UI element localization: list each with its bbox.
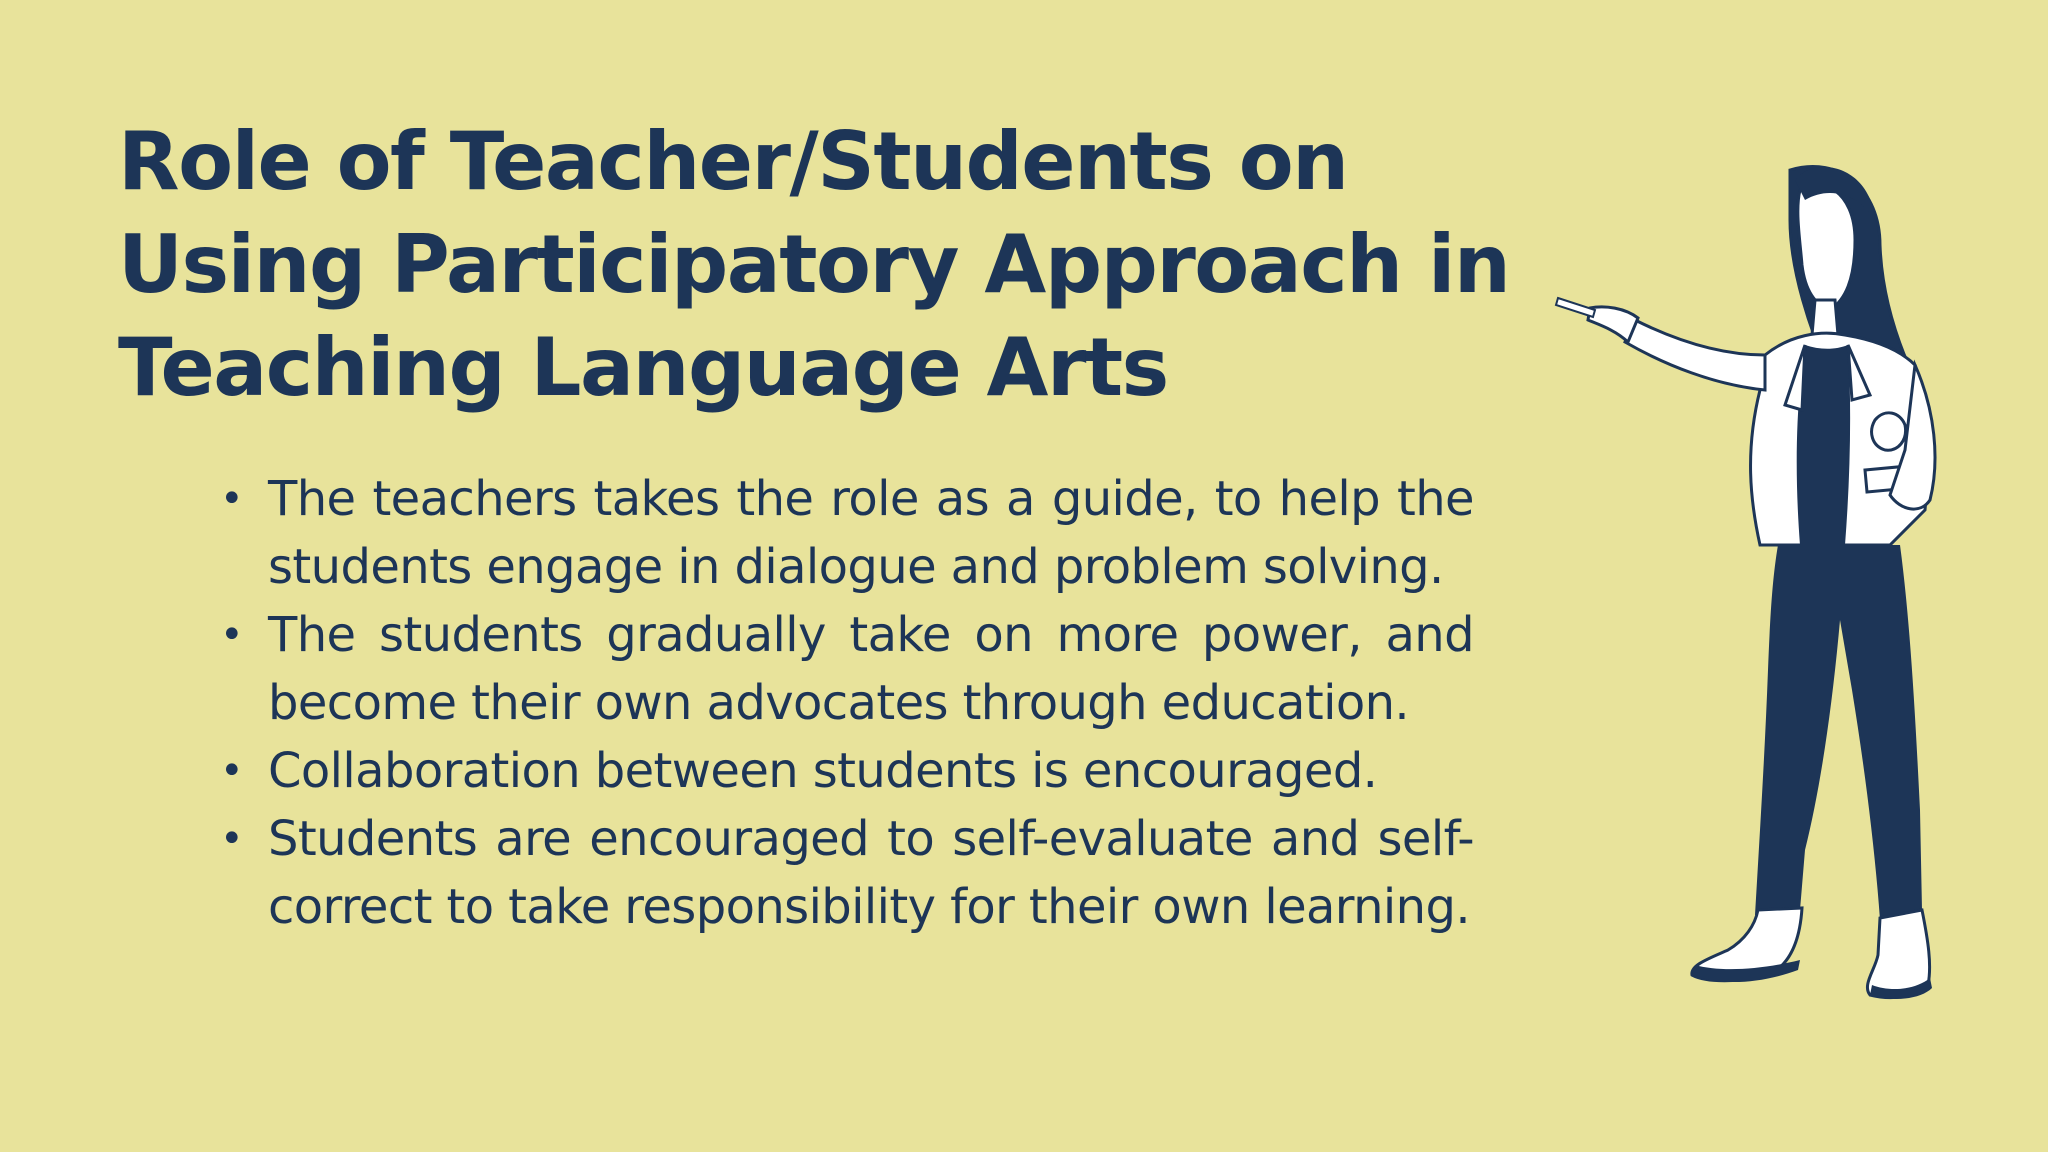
slide-title: Role of Teacher/Students on Using Participatory Approach in Teaching Language Arts (118, 115, 1510, 414)
bullet-icon: • (220, 612, 243, 658)
bullet-text: The teachers takes the role as a guide, to help the students engage in dialogue and problem solving. (268, 471, 1474, 595)
list-item (220, 601, 1474, 737)
bullet-text: The students gradually take on more power, and become their own advocates through education. (268, 607, 1474, 731)
bullet-icon: • (220, 476, 243, 522)
bullet-text: Collaboration between students is encouraged. (268, 743, 1378, 799)
list-item (220, 737, 1474, 805)
list-item (220, 805, 1474, 941)
list-item (220, 465, 1474, 601)
bullet-icon: • (220, 816, 243, 862)
teacher-pointing-illustration-icon (1460, 150, 1980, 1030)
bullet-list (220, 465, 1474, 941)
bullet-icon: • (220, 748, 243, 794)
bullet-text: Students are encouraged to self-evaluate and self-correct to take responsibility for their own learning. (268, 811, 1474, 935)
